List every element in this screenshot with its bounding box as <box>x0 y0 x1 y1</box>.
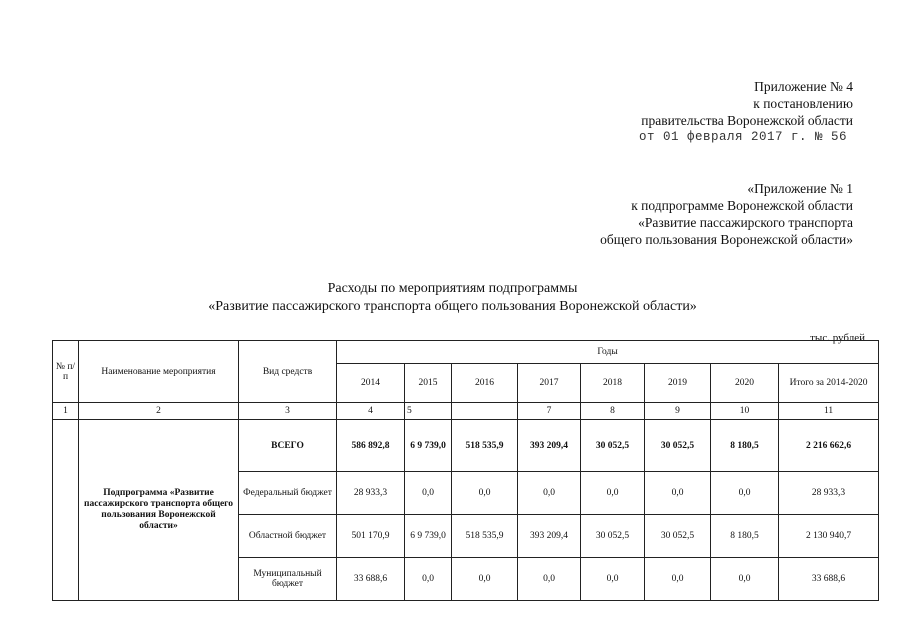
column-number: 11 <box>779 403 879 420</box>
units-label: тыс. рублей <box>810 332 865 344</box>
value-cell: 28 933,3 <box>337 472 405 515</box>
value-cell: 0,0 <box>518 472 581 515</box>
value-cell: 6 9 739,0 <box>405 515 452 558</box>
value-cell: 2 130 940,7 <box>779 515 879 558</box>
title-line: «Развитие пассажирского транспорта общего пользования Воронежской области» <box>208 299 697 314</box>
value-cell: 0,0 <box>645 558 711 601</box>
value-cell: 2 216 662,6 <box>779 420 879 472</box>
value-cell: 30 052,5 <box>581 420 645 472</box>
header-source: Вид средств <box>239 341 337 403</box>
header-year: 2019 <box>645 364 711 403</box>
value-cell: 0,0 <box>645 472 711 515</box>
value-cell: 501 170,9 <box>337 515 405 558</box>
appendix-line: к подпрограмме Воронежской области <box>631 198 853 213</box>
decree-date: от 01 февраля 2017 г. № 56 <box>638 130 847 144</box>
value-cell: 33 688,6 <box>779 558 879 601</box>
value-cell: 518 535,9 <box>452 420 518 472</box>
appendix-line: к постановлению <box>753 96 853 111</box>
value-cell: 518 535,9 <box>452 515 518 558</box>
document-title <box>0 280 905 316</box>
header-year: 2016 <box>452 364 518 403</box>
appendix-line: общего пользования Воронежской области» <box>600 232 853 247</box>
appendix-line: «Развитие пассажирского транспорта <box>638 215 853 230</box>
value-cell: 0,0 <box>581 472 645 515</box>
value-cell: 393 209,4 <box>518 420 581 472</box>
header-year: 2014 <box>337 364 405 403</box>
title-line: Расходы по мероприятиям подпрограммы <box>327 281 578 296</box>
value-cell: 0,0 <box>452 472 518 515</box>
value-cell: 8 180,5 <box>711 515 779 558</box>
source-cell: Муниципальный бюджет <box>239 558 337 601</box>
table-row-total <box>53 420 879 472</box>
header-year: 2020 <box>711 364 779 403</box>
source-cell: Федеральный бюджет <box>239 472 337 515</box>
header-year: 2015 <box>405 364 452 403</box>
value-cell: 30 052,5 <box>581 515 645 558</box>
value-cell: 0,0 <box>405 558 452 601</box>
program-name: Подпрограмма «Развитие пассажирского транспорта общего пользования Воронежской области» <box>79 420 239 601</box>
column-number <box>452 403 518 420</box>
header-years-group: Годы <box>337 341 879 364</box>
row-number-cell <box>53 420 79 601</box>
column-number: 2 <box>79 403 239 420</box>
column-number: 3 <box>239 403 337 420</box>
column-number: 4 <box>337 403 405 420</box>
expenses-table <box>52 340 879 601</box>
value-cell: 6 9 739,0 <box>405 420 452 472</box>
subprogram-appendix-header <box>600 180 853 248</box>
value-cell: 0,0 <box>518 558 581 601</box>
column-number: 5 <box>405 403 452 420</box>
value-cell: 28 933,3 <box>779 472 879 515</box>
value-cell: 0,0 <box>581 558 645 601</box>
value-cell: 8 180,5 <box>711 420 779 472</box>
value-cell: 0,0 <box>452 558 518 601</box>
header-name: Наименование мероприятия <box>79 341 239 403</box>
column-number: 10 <box>711 403 779 420</box>
header-year: 2017 <box>518 364 581 403</box>
value-cell: 30 052,5 <box>645 420 711 472</box>
value-cell: 33 688,6 <box>337 558 405 601</box>
appendix-line: «Приложение № 1 <box>747 181 853 196</box>
column-number: 1 <box>53 403 79 420</box>
value-cell: 0,0 <box>405 472 452 515</box>
value-cell: 393 209,4 <box>518 515 581 558</box>
header-total: Итого за 2014-2020 <box>779 364 879 403</box>
header-year: 2018 <box>581 364 645 403</box>
value-cell: 586 892,8 <box>337 420 405 472</box>
appendix-line: Приложение № 4 <box>754 79 853 94</box>
column-number: 8 <box>581 403 645 420</box>
column-number: 9 <box>645 403 711 420</box>
column-number: 7 <box>518 403 581 420</box>
appendix-line: правительства Воронежской области <box>641 113 853 128</box>
appendix-header <box>639 78 853 146</box>
source-cell: Областной бюджет <box>239 515 337 558</box>
value-cell: 0,0 <box>711 558 779 601</box>
header-num: № п/п <box>53 341 79 403</box>
value-cell: 30 052,5 <box>645 515 711 558</box>
value-cell: 0,0 <box>711 472 779 515</box>
source-cell: ВСЕГО <box>239 420 337 472</box>
